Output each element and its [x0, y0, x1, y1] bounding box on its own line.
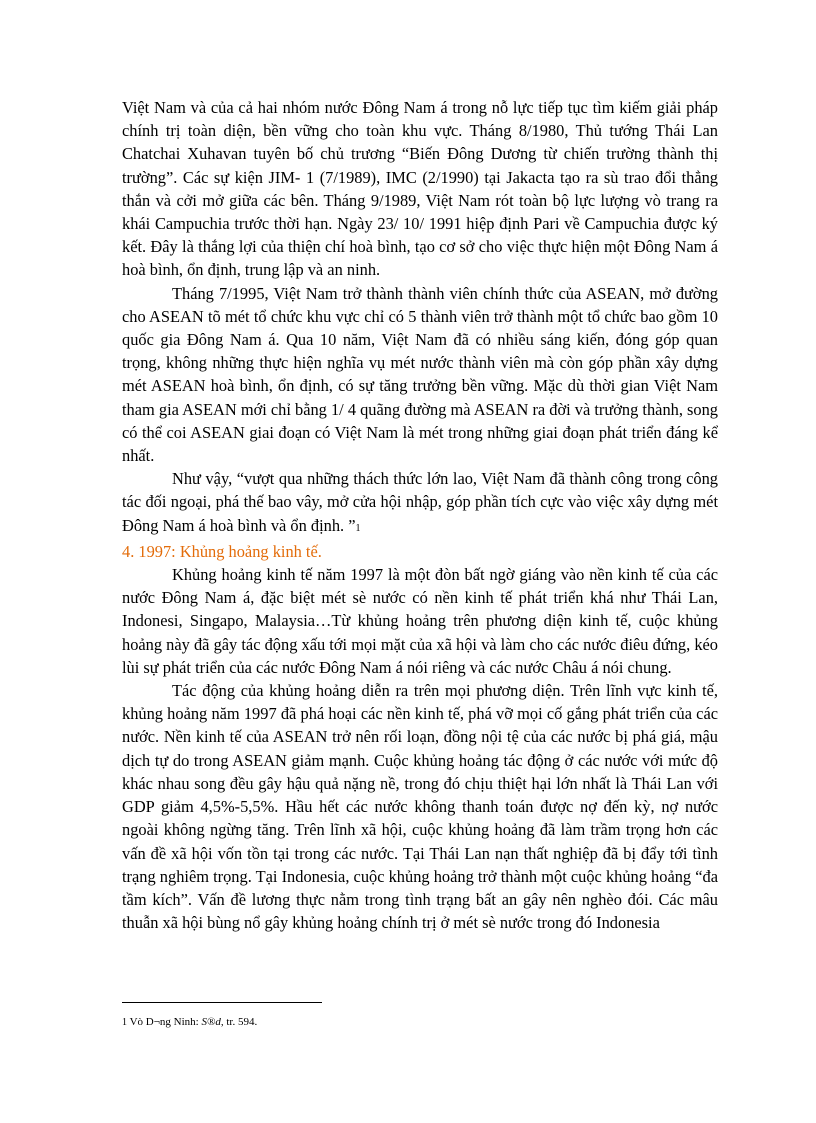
paragraph-3 — [122, 467, 718, 540]
paragraph-5: Tác động của khủng hoảng diễn ra trên mọi phương diện. Trên lĩnh vực kinh tế, khủng hoảng năm 1997 đã phá hoại các nền kinh tế, phá vỡ mọi cố gắng phát triển của các nước. Nền kinh tế của ASEAN trở nên rối loạn, đồng nội tệ của các nước bị phá giá, mậu dịch tự do trong ASEAN giảm mạnh. Cuộc khủng hoảng tác động ở các nước với mức độ khác nhau song đều gây hậu quả nặng nề, trong đó chịu thiệt hại lớn nhất là Thái Lan với GDP giảm 4,5%-5,5%. Hầu hết các nước không thanh toán được nợ đến kỳ, nợ nước ngoài không ngừng tăng. Trên lĩnh xã hội, cuộc khủng hoảng đã làm trầm trọng hơn các vấn đề xã hội vốn tồn tại trong các nước. Tại Thái Lan nạn thất nghiệp đã bị đẩy tới tình trạng nghiêm trọng. Tại Indonesia, cuộc khủng hoảng trở thành một cuộc khủng hoảng “đa tầm kích”. Vấn đề lương thực nằm trong tình trạng bất an gây nên nghèo đói. Các mâu thuẫn xã hội bùng nổ gây khủng hoảng chính trị ở mét sè nước trong đó Indonesia — [122, 681, 718, 933]
section-heading: 4. 1997: Khủng hoảng kinh tế. — [122, 541, 322, 561]
footnote-source: S®d, — [201, 1016, 224, 1028]
footnote — [122, 1015, 257, 1030]
footnote-number: 1 — [122, 1017, 127, 1028]
paragraph-2: Tháng 7/1995, Việt Nam trở thành thành viên chính thức của ASEAN, mở đường cho ASEAN tõ mét tổ chức khu vực chỉ có 5 thành viên trở thành một tổ chức bao gồm 10 quốc gia Đông Nam á. Qua 10 năm, Việt Nam đã có nhiều sáng kiến, đóng góp quan trọng, không những thực hiện nghĩa vụ mét nước thành viên mà còn góp phần xây dựng mét ASEAN hoà bình, ổn định, có sự tăng trưởng bền vững. Mặc dù thời gian Việt Nam tham gia ASEAN mới chỉ bằng 1/ 4 quãng đường mà ASEAN ra đời và trưởng thành, song có thể coi ASEAN giai đoạn có Việt Nam là mét trong những giai đoạn phát triển đáng kể nhất. — [122, 283, 718, 466]
document-body — [122, 96, 718, 934]
paragraph-3-text: Như vậy, “vượt qua những thách thức lớn lao, Việt Nam đã thành công trong công tác đối ngoại, phá thế bao vây, mở cửa hội nhập, góp phần tích cực vào việc xây dựng mét Đông Nam á hoà bình và ổn định. ” — [122, 469, 718, 535]
footnote-divider — [122, 1002, 322, 1003]
paragraph-1: Việt Nam và của cả hai nhóm nước Đông Nam á trong nỗ lực tiếp tục tìm kiếm giải pháp chính trị toàn diện, bền vững cho toàn khu vực. Tháng 8/1980, Thủ tướng Thái Lan Chatchai Xuhavan tuyên bố chủ trương “Biến Đông Dương từ chiến trường thành thị trường”. Các sự kiện JIM- 1 (7/1989), IMC (2/1990) tại Jakacta tạo ra sù trao đổi thẳng thắn và cởi mở giữa các bên. Tháng 9/1989, Việt Nam rót toàn bộ lực lượng vò trang ra khái Campuchia trước thời hạn. Ngày 23/ 10/ 1991 hiệp định Pari về Campuchia được ký kết. Đây là thắng lợi của thiện chí hoà bình, tạo cơ sở cho việc thực hiện một Đông Nam á hoà bình, ổn định, trung lập và an ninh. — [122, 98, 718, 280]
footnote-author: Vò D¬ng Ninh: — [129, 1016, 199, 1028]
footnote-reference[interactable]: 1 — [355, 522, 361, 534]
footnote-page: tr. 594. — [226, 1016, 258, 1028]
paragraph-4: Khủng hoảng kinh tế năm 1997 là một đòn bất ngờ giáng vào nền kinh tế của các nước Đông Nam á, đặc biệt mét sè nước có nền kinh tế phát triển khá như Thái Lan, Indonesi, Singapo, Malaysia…Từ khủng hoảng trên phương diện kinh tế, cuộc khủng hoảng này đã gây tác động xấu tới mọi mặt của xã hội và làm cho các nước điêu đứng, kéo lùi sự phát triển của các nước Đông Nam á nói riêng và các nước Châu á nói chung. — [122, 565, 718, 677]
